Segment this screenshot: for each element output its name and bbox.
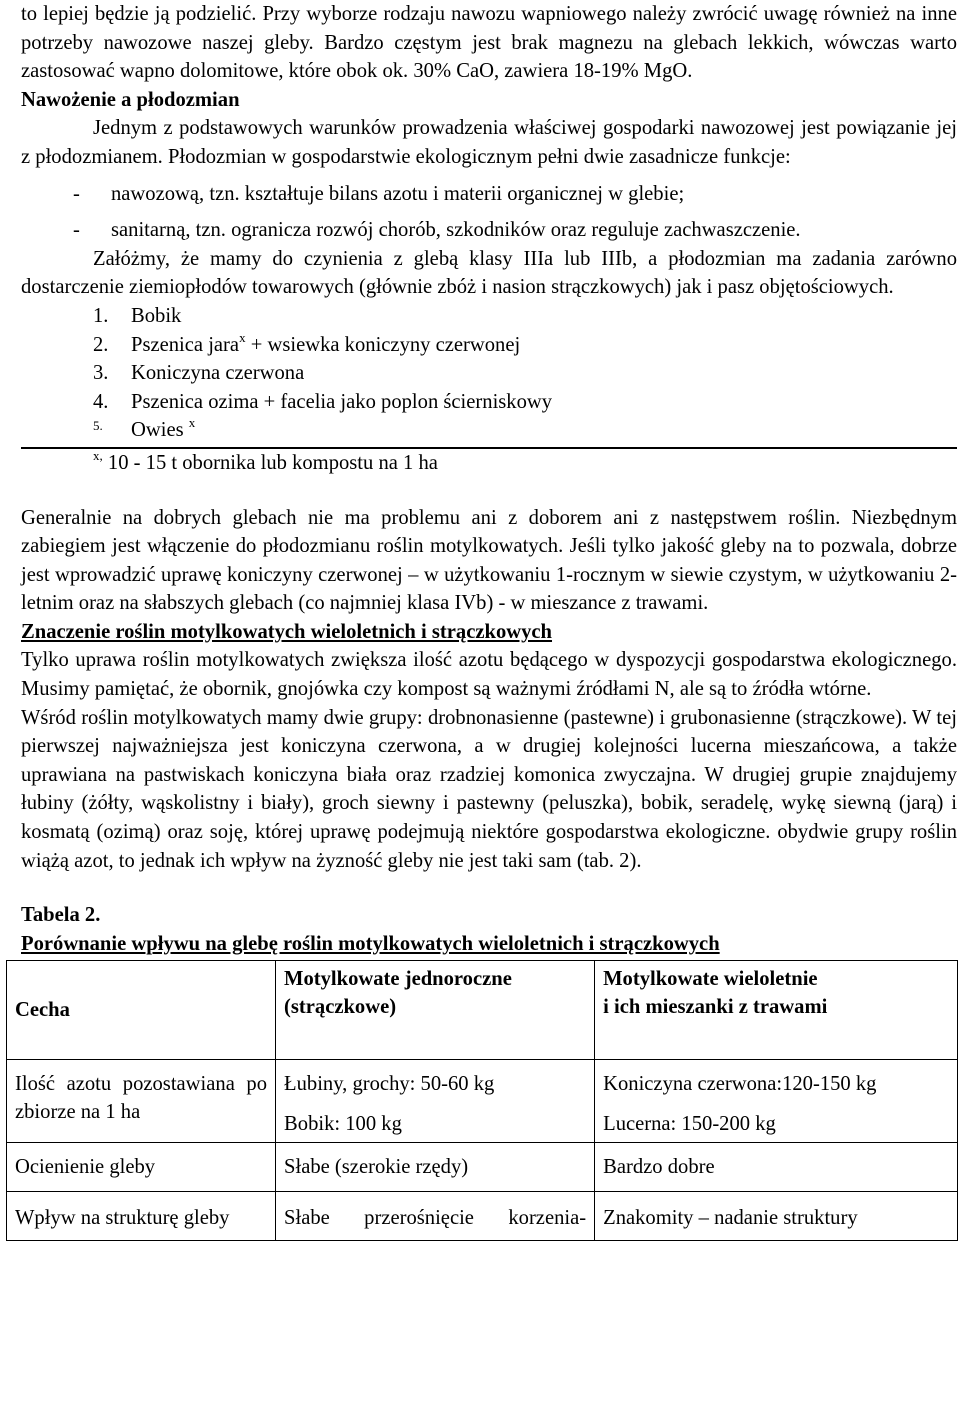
header-annual: Motylkowate jednoroczne (strączkowe) [276,961,595,1060]
soil-class-paragraph: Załóżmy, że mamy do czynienia z glebą klasy IIIa lub IIIb, a płodozmian ma zadania zarówno dostarczenie ziemiopłodów towarowych (głównie zbóż i nasion strączkowych) jak i pasz objętościowych. [21,247,957,299]
section-paragraph-rotation: Jednym z podstawowych warunków prowadzenia właściwej gospodarki nawozowej jest powiązanie jej z płodozmianem. Płodozmian w gospodarstwie ekologicznym pełni dwie zasadnicze funkcje: [21,117,957,168]
header-feature: Cecha [7,961,276,1060]
table-row [7,1060,958,1143]
rotation-crop: Pszenica ozima + facelia jako poplon ścierniskowy [131,390,553,413]
legume-intro-paragraph: Generalnie na dobrych glebach nie ma problemu ani z doborem ani z następstwem roślin. Niezbędnym zabiegiem jest włączenie do płodozmianu roślin motylkowatych. Jeśli tylko jakość gleby na to pozwala, dobrze jest wprowadzić uprawę koniczyny czerwonej – w użytkowaniu 1-rocznym w siewie czystym, w użytkowaniu 2-letnim oraz na słabszych glebach (co najmniej klasa IVb) - w mieszance z trawami. [21,506,957,615]
cell-annual: Łubiny, grochy: 50-60 kg Bobik: 100 kg [276,1060,595,1143]
table-caption: Porównanie wpływu na glebę roślin motylkowatych wieloletnich i strączkowych [21,932,720,955]
function-text: sanitarną, tzn. ogranicza rozwój chorób, szkodników oraz reguluje zachwaszczenie. [111,219,801,242]
intro-paragraph: to lepiej będzie ją podzielić. Przy wyborze rodzaju nawozu wapniowego należy zwrócić uwagę również na inne potrzeby nawozowe naszej gleby. Bardzo częstym jest brak magnezu na glebach lekkich, wówczas warto zastosować wapno dolomitowe, które obok ok. 30% CaO, zawiera 18-19% MgO. [21,3,957,83]
table-header-row [7,961,958,1060]
function-text: nawozową, tzn. kształtuje bilans azotu i materii organicznej w glebie; [111,182,685,205]
table-row [7,1143,958,1192]
footnote-marker: x, [93,447,103,463]
rotation-crop: Bobik [131,304,182,327]
comparison-table [6,960,958,1241]
cell-perennial: Koniczyna czerwona:120-150 kg Lucerna: 150-200 kg [595,1060,958,1143]
rotation-crop: Pszenica jara$^x$ + wsiewka koniczyny czerwonej [131,329,521,356]
cell-perennial: Znakomity – nadanie struktury [595,1192,958,1241]
rotation-item [93,359,960,388]
function-dash: - [73,219,80,242]
rotation-item [93,388,960,417]
rotation-item [93,331,960,360]
section-heading-legumes: Znaczenie roślin motylkowatych wieloletnich i strączkowych [21,620,553,643]
header-perennial: Motylkowate wieloletnie i ich mieszanki z trawami [595,961,958,1060]
cell-annual: Słabe (szerokie rzędy) [276,1143,595,1192]
function-item [21,180,960,209]
legume-nitrogen-paragraph: Tylko uprawa roślin motylkowatych zwiększa ilość azotu będącego w dyspozycji gospodarstwa ekologicznego. Musimy pamiętać, że obornik, gnojówka czy kompost są ważnymi źródłami N, ale są to źródła wtórne. [21,649,957,701]
crop-rotation-list [21,302,960,445]
section-heading-fertilization: Nawożenie a płodozmian [21,88,240,111]
manure-marker: x [239,329,246,345]
cell-annual: Słabe przerośnięcie korzenia- [276,1192,595,1241]
rotation-number: 2. [93,333,109,356]
rotation-crop: Owies $^x$ [131,415,196,442]
cell-feature: Wpływ na strukturę gleby [7,1192,276,1241]
table-label: Tabela 2. [21,904,101,927]
rotation-item [93,302,960,331]
legume-groups-paragraph: Wśród roślin motylkowatych mamy dwie grupy: drobnonasienne (pastewne) i grubonasienne (strączkowe). W tej pierwszej najważniejsza jest koniczyna czerwona, a w drugiej kolejności lucerna mieszańcowa, a także uprawiana na pastwiskach koniczyna biała oraz rzadziej komonica zwyczajna. W drugiej grupie znajdujemy łubiny (żółty, wąskolistny i biały), groch siewny i pastewny (peluszka), bobik, seradelę, wykę siewną (jarą) i kosmatą (ozimą) oraz soję, której uprawę podejmują niektóre gospodarstwa ekologiczne. obydwie grupy roślin wiążą azot, to jednak ich wpływ na żyzność gleby nie jest taki sam (tab. 2). [21,706,957,872]
cell-feature: Ocienienie gleby [7,1143,276,1192]
rotation-crop: Koniczyna czerwona [131,362,305,385]
rotation-number: 1. [93,304,109,327]
function-dash: - [73,182,80,205]
cell-perennial: Bardzo dobre [595,1143,958,1192]
manure-marker: x [188,415,196,431]
rotation-item [93,416,960,445]
cell-feature: Ilość azotu pozostawiana po zbiorze na 1 ha [7,1060,276,1143]
rotation-number: 5. [93,418,103,434]
rotation-number: 3. [93,362,109,385]
function-item [21,216,960,245]
table-row [7,1192,958,1241]
rotation-number: 4. [93,390,109,413]
footnote [21,449,960,478]
footnote-text: 10 - 15 t obornika lub kompostu na 1 ha [102,451,438,474]
